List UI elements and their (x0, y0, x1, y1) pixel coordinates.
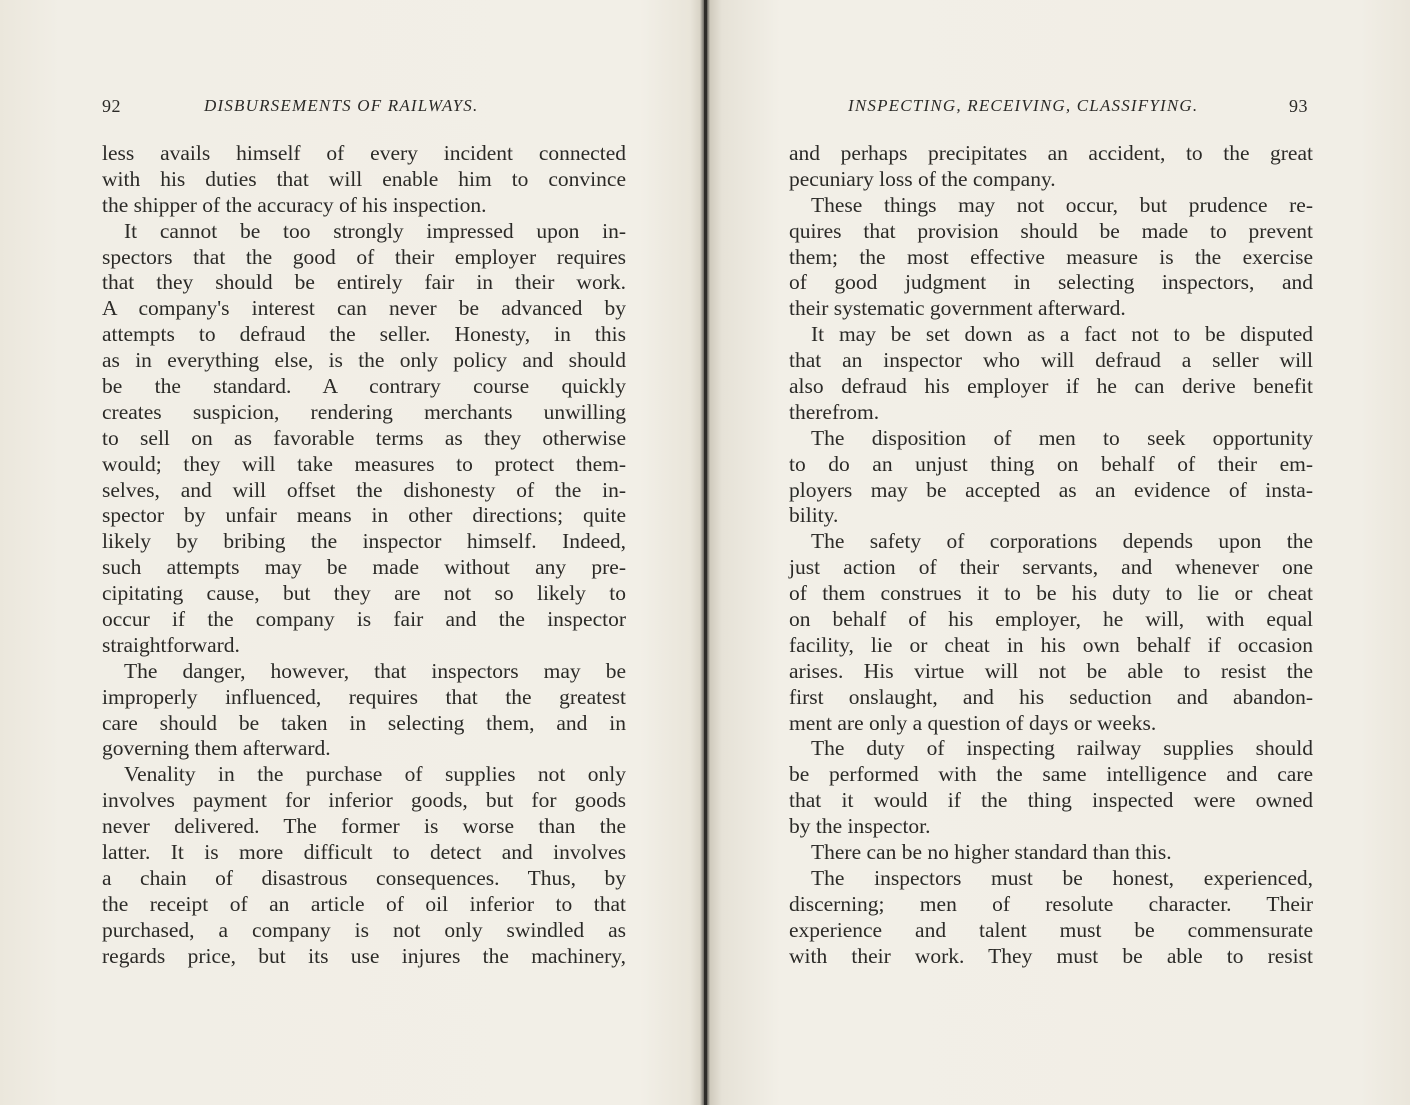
text-line: spectors that the good of their employer requires (102, 244, 626, 269)
text-line: Venality in the purchase of supplies not only (124, 762, 626, 787)
text-line: There can be no higher standard than this. (811, 840, 1172, 865)
text-line: therefrom. (789, 399, 880, 424)
text-line: selves, and will offset the dishonesty of the in- (102, 477, 626, 502)
text-line: be performed with the same intelligence and care (789, 762, 1313, 787)
text-line: The inspectors must be honest, experienced, (811, 865, 1313, 890)
text-line: to sell on as favorable terms as they otherwise (102, 425, 626, 450)
text-line: care should be taken in selecting them, and in (102, 710, 626, 735)
text-line: that it would if the thing inspected were owned (789, 788, 1313, 813)
text-line: of good judgment in selecting inspectors, and (789, 270, 1313, 295)
text-line: that they should be entirely fair in their work. (102, 270, 626, 295)
text-line: would; they will take measures to protect them- (102, 451, 626, 476)
text-line: and perhaps precipitates an accident, to the great (789, 141, 1313, 165)
text-line: just action of their servants, and whenever one (789, 555, 1313, 580)
text-line: arises. His virtue will not be able to resist the (789, 658, 1313, 683)
text-line: that an inspector who will defraud a seller will (789, 348, 1313, 373)
text-line: discerning; men of resolute character. Their (789, 891, 1313, 916)
text-line: latter. It is more difficult to detect and involves (102, 840, 626, 865)
text-line: less avails himself of every incident connected (102, 141, 626, 165)
text-line: experience and talent must be commensurate (789, 917, 1313, 942)
text-line: also defraud his employer if he can derive benefit (789, 374, 1313, 399)
text-line: attempts to defraud the seller. Honesty, in this (102, 322, 626, 347)
text-line: pecuniary loss of the company. (789, 166, 1056, 191)
text-line: These things may not occur, but prudence re- (811, 192, 1313, 217)
text-line: regards price, but its use injures the machinery, (102, 943, 626, 968)
text-line: the receipt of an article of oil inferior to that (102, 891, 626, 916)
text-line: them; the most effective measure is the exercise (789, 244, 1313, 269)
page-number: 92 (102, 96, 121, 116)
text-line: to do an unjust thing on behalf of their em- (789, 451, 1313, 476)
left-page (0, 0, 704, 1105)
text-line: facility, lie or cheat in his own behalf if occasion (789, 632, 1313, 657)
text-line: by the inspector. (789, 814, 931, 839)
text-line: The danger, however, that inspectors may be (124, 658, 626, 683)
text-line: never delivered. The former is worse than the (102, 814, 626, 839)
text-line: quires that provision should be made to prevent (789, 218, 1313, 243)
text-line: be the standard. A contrary course quickly (102, 374, 626, 399)
page-number: 93 (1289, 96, 1308, 116)
text-line: bility. (789, 503, 839, 528)
text-line: as in everything else, is the only policy and should (102, 348, 626, 373)
text-line: a chain of disastrous consequences. Thus, by (102, 865, 626, 890)
text-line: The safety of corporations depends upon the (811, 529, 1313, 554)
text-line: likely by bribing the inspector himself. Indeed, (102, 529, 626, 554)
left-page-body (102, 141, 626, 970)
text-line: spector by unfair means in other directions; quite (102, 503, 626, 528)
text-line: The duty of inspecting railway supplies should (811, 736, 1313, 761)
text-line: first onslaught, and his seduction and abandon- (789, 684, 1313, 709)
text-line: ment are only a question of days or weeks. (789, 710, 1157, 735)
text-line: the shipper of the accuracy of his inspection. (102, 192, 487, 217)
text-line: cipitating cause, but they are not so likely to (102, 581, 626, 606)
text-line: with his duties that will enable him to convince (102, 166, 626, 191)
text-line: on behalf of his employer, he will, with equal (789, 607, 1313, 632)
text-line: occur if the company is fair and the inspector (102, 607, 626, 632)
right-page (707, 0, 1410, 1105)
text-line: straightforward. (102, 632, 240, 657)
text-line: such attempts may be made without any pre- (102, 555, 626, 580)
text-line: purchased, a company is not only swindled as (102, 917, 626, 942)
text-line: The disposition of men to seek opportunity (811, 425, 1313, 450)
text-line: their systematic government afterward. (789, 296, 1126, 321)
text-line: governing them afterward. (102, 736, 331, 761)
text-line: of them construes it to be his duty to lie or cheat (789, 581, 1313, 606)
text-line: improperly influenced, requires that the greatest (102, 684, 626, 709)
text-line: with their work. They must be able to resist (789, 943, 1313, 968)
text-line: It cannot be too strongly impressed upon in- (124, 218, 626, 243)
running-head: INSPECTING, RECEIVING, CLASSIFYING. (848, 96, 1199, 115)
text-line: involves payment for inferior goods, but for goods (102, 788, 626, 813)
text-line: It may be set down as a fact not to be disputed (811, 322, 1313, 347)
text-line: ployers may be accepted as an evidence of insta- (789, 477, 1313, 502)
right-page-body (789, 141, 1313, 970)
text-line: creates suspicion, rendering merchants unwilling (102, 399, 626, 424)
text-line: A company's interest can never be advanced by (102, 296, 626, 321)
running-head: DISBURSEMENTS OF RAILWAYS. (204, 96, 479, 115)
